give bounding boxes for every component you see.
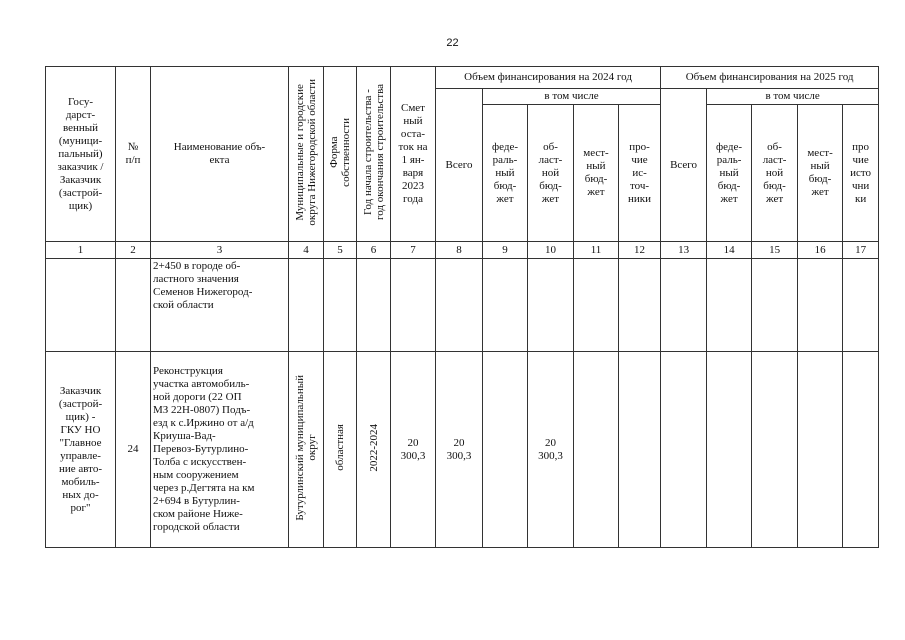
row-empty-cell bbox=[843, 259, 879, 352]
row-object-name: Реконструкция участка автомобиль- ной дороги (22 ОП МЗ 22Н-0807) Подъ- езд к с.Иржино от а/д Криуша-Вад- Перевоз-Бутурлино- Толба с искусствен- ным сооружением через р.Дегтята на км 2+694 в Бутурлин- ском районе Ниже- городской области bbox=[151, 352, 289, 548]
row-years: 2022-2024 bbox=[367, 423, 380, 472]
column-number: 11 bbox=[574, 242, 619, 259]
column-number: 2 bbox=[116, 242, 151, 259]
header-estimate: Смет ный оста- ток на 1 ян- варя 2023 года bbox=[391, 67, 436, 242]
row-empty-cell bbox=[707, 352, 752, 548]
header-other-2024: про- чие ис- точ- ники bbox=[619, 105, 661, 242]
column-number: 1 bbox=[46, 242, 116, 259]
row-empty-cell bbox=[752, 259, 798, 352]
row-empty-cell bbox=[619, 259, 661, 352]
row-municipality: Бутурлинский муниципальный округ bbox=[294, 374, 318, 521]
column-numbers-row bbox=[46, 242, 879, 259]
column-number: 14 bbox=[707, 242, 752, 259]
row-empty-cell bbox=[798, 259, 843, 352]
row-empty-cell bbox=[574, 352, 619, 548]
row-estimate bbox=[391, 259, 436, 352]
header-total-2025: Всего bbox=[661, 89, 707, 242]
column-number: 4 bbox=[289, 242, 324, 259]
row-object-name: 2+450 в городе об- ластного значения Семенов Нижегород- ской области bbox=[151, 259, 289, 352]
row-number: 24 bbox=[116, 352, 151, 548]
header-federal-2025: феде- раль- ный бюд- жет bbox=[707, 105, 752, 242]
column-number: 5 bbox=[324, 242, 357, 259]
row-ownership-cell bbox=[324, 352, 357, 548]
row-total-2024: 20 300,3 bbox=[436, 352, 483, 548]
row-empty-cell bbox=[661, 352, 707, 548]
row-regional-2024 bbox=[528, 259, 574, 352]
header-number: № п/п bbox=[116, 67, 151, 242]
header-years: Год начала строительства - год окончания строительства bbox=[361, 84, 386, 220]
table-row bbox=[46, 352, 879, 548]
row-customer: Заказчик (застрой- щик) - ГКУ НО "Главное управле- ние авто- мобиль- ных до- рог" bbox=[46, 352, 116, 548]
financing-table bbox=[45, 66, 879, 548]
header-fin-2024: Объем финансирования на 2024 год bbox=[436, 67, 661, 89]
row-empty-cell bbox=[483, 259, 528, 352]
column-number: 9 bbox=[483, 242, 528, 259]
header-years-cell bbox=[357, 67, 391, 242]
row-ownership bbox=[324, 259, 357, 352]
column-number: 6 bbox=[357, 242, 391, 259]
column-number: 7 bbox=[391, 242, 436, 259]
header-local-2024: мест- ный бюд- жет bbox=[574, 105, 619, 242]
row-municipality-cell bbox=[289, 352, 324, 548]
row-empty-cell bbox=[661, 259, 707, 352]
row-empty-cell bbox=[483, 352, 528, 548]
header-including-2025: в том числе bbox=[707, 89, 879, 105]
row-years-cell bbox=[357, 352, 391, 548]
row-regional-2024: 20 300,3 bbox=[528, 352, 574, 548]
row-empty-cell bbox=[574, 259, 619, 352]
column-number: 8 bbox=[436, 242, 483, 259]
header-local-2025: мест- ный бюд- жет bbox=[798, 105, 843, 242]
header-ownership: Форма собственности bbox=[328, 117, 352, 187]
table-row bbox=[46, 259, 879, 352]
row-estimate: 20 300,3 bbox=[391, 352, 436, 548]
column-number: 3 bbox=[151, 242, 289, 259]
column-number: 15 bbox=[752, 242, 798, 259]
row-empty-cell bbox=[798, 352, 843, 548]
column-number: 10 bbox=[528, 242, 574, 259]
header-object-name: Наименование объ- екта bbox=[151, 67, 289, 242]
header-regional-2024: об- ласт- ной бюд- жет bbox=[528, 105, 574, 242]
header-municipality: Муниципальные и городские округа Нижегородской области bbox=[294, 78, 318, 226]
row-empty-cell bbox=[619, 352, 661, 548]
header-fin-2025: Объем финансирования на 2025 год bbox=[661, 67, 879, 89]
row-empty-cell bbox=[707, 259, 752, 352]
row-total-2024 bbox=[436, 259, 483, 352]
header-ownership-cell bbox=[324, 67, 357, 242]
header-including-2024: в том числе bbox=[483, 89, 661, 105]
column-number: 13 bbox=[661, 242, 707, 259]
header-regional-2025: об- ласт- ной бюд- жет bbox=[752, 105, 798, 242]
column-number: 12 bbox=[619, 242, 661, 259]
header-federal-2024: феде- раль- ный бюд- жет bbox=[483, 105, 528, 242]
row-customer bbox=[46, 259, 116, 352]
row-empty-cell bbox=[843, 352, 879, 548]
row-empty-cell bbox=[752, 352, 798, 548]
row-number bbox=[116, 259, 151, 352]
row-ownership: областная bbox=[334, 424, 346, 471]
column-number: 16 bbox=[798, 242, 843, 259]
row-municipality bbox=[289, 259, 324, 352]
header-municipality-cell bbox=[289, 67, 324, 242]
header-customer: Госу- дарст- венный (муници- пальный) заказчик / Заказчик (застрой- щик) bbox=[46, 67, 116, 242]
column-number: 17 bbox=[843, 242, 879, 259]
page-number: 22 bbox=[446, 37, 459, 49]
header-other-2025: про чие исто чни ки bbox=[843, 105, 879, 242]
header-total-2024: Всего bbox=[436, 89, 483, 242]
row-years bbox=[357, 259, 391, 352]
